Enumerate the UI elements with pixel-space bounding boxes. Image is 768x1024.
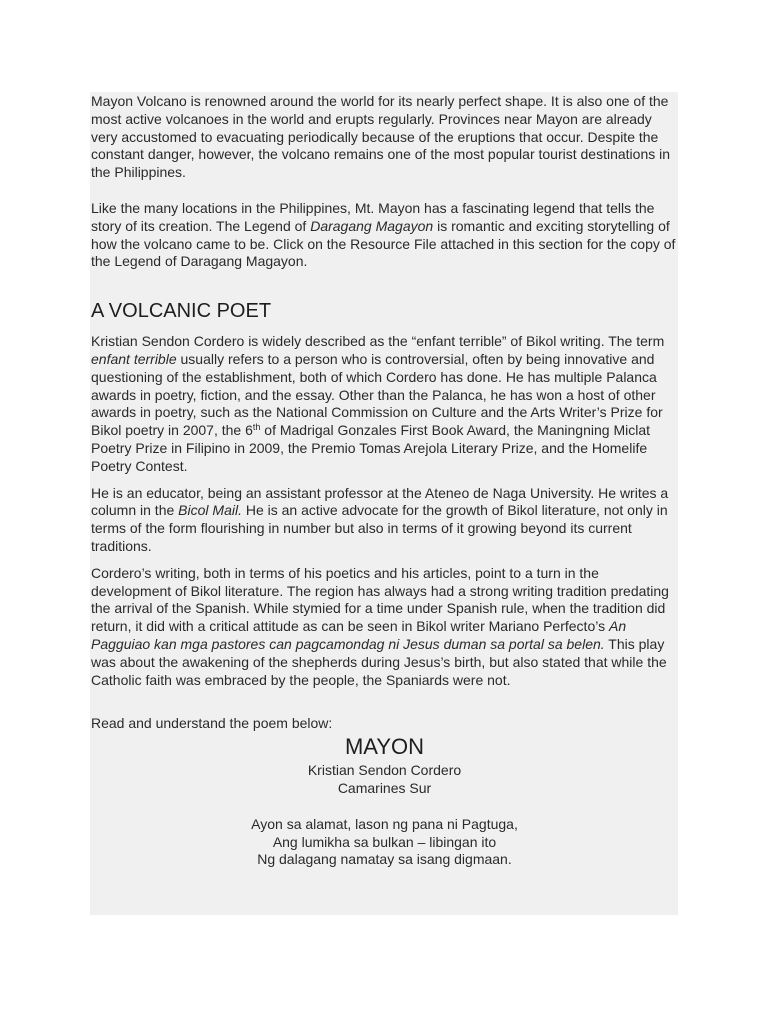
intro-p2-italic: Daragang Magayon xyxy=(310,217,434,234)
poet-p3-text-b: This play was about the awakening of the shepherds during Jesus’s birth, but also stated that while the Catholic faith was embraced by the people, the Spaniards were not. xyxy=(91,635,667,688)
intro-paragraph-1: Mayon Volcano is renowned around the world for its nearly perfect shape. It is also one of the most active volcanoes in the world and erupts regularly. Provinces near Mayon are already very accustomed to evacuating periodically because of the eruptions that occur. Despite the constant danger, however, the volcano remains one of the most popular tourist destinations in the Philippines. xyxy=(91,93,671,181)
poem-instruction: Read and understand the poem below: xyxy=(91,715,333,732)
poet-paragraph-2 xyxy=(91,485,678,556)
intro-paragraph-2 xyxy=(91,200,678,271)
poem-line: Ayon sa alamat, lason ng pana ni Pagtuga, xyxy=(251,815,518,832)
poet-p2-text-a: He is an educator, being an assistant professor at the Ateneo de Naga University. He writes a column in the xyxy=(91,484,669,519)
intro-p2-text-a: Like the many locations in the Philippines, Mt. Mayon has a fascinating legend that tells the story of its creation. The Legend of xyxy=(91,199,655,234)
poem-line: Ang lumikha sa bulkan – libingan ito xyxy=(272,833,497,850)
poet-p3-text-a: Cordero’s writing, both in terms of his poetics and his articles, point to a turn in the development of Bikol literature. The region has always had a strong writing tradition predating the arrival of the Spanish. While stymied for a time under Spanish rule, when the tradition did return, it did with a critical attitude as can be seen in Bikol writer Mariano Perfecto’s xyxy=(91,564,669,635)
ordinal-superscript: th xyxy=(252,422,261,433)
poet-p2-text-b: He is an active advocate for the growth of Bikol literature, not only in terms of the form flourishing in number but also in terms of it growing beyond its current traditions. xyxy=(91,502,668,554)
intro-p2-text-b: is romantic and exciting storytelling of how the volcano came to be. Click on the Resource File attached in this section for the copy of the Legend of Daragang Magayon. xyxy=(91,217,676,270)
poet-paragraph-1 xyxy=(91,333,678,475)
poet-p1-text-c: of Madrigal Gonzales First Book Award, the Maningning Miclat Poetry Prize in Filipino in 2009, the Premio Tomas Arejola Literary Prize, and the Homelife Poetry Contest. xyxy=(91,422,650,474)
poet-p2-italic: Bicol Mail. xyxy=(178,502,242,519)
poet-p1-italic: enfant terrible xyxy=(91,350,177,367)
section-heading: A VOLCANIC POET xyxy=(91,300,272,323)
poem-block xyxy=(91,733,678,869)
poem-line: Ng dalagang namatay sa isang digmaan. xyxy=(257,851,512,868)
poet-p3-italic: An Pagguiao kan mga pastores can pagcamondag ni Jesus duman sa portal sa belen. xyxy=(91,618,627,652)
document-content xyxy=(91,93,678,869)
poet-p1-text-a: Kristian Sendon Cordero is widely described as the “enfant terrible” of Bikol writing. The term xyxy=(91,333,665,350)
poet-paragraph-3 xyxy=(91,565,678,690)
poem-author: Kristian Sendon Cordero xyxy=(307,762,462,779)
poem-title: MAYON xyxy=(344,734,425,760)
poet-p1-text-b: usually refers to a person who is controversial, often by being innovative and questioning of the establishment, both of which Cordero has done. He has multiple Palanca awards in poetry, fiction, and the essay. Other than the Palanca, he has won a host of other awards in poetry, such as the National Commission on Culture and the Arts Writer’s Prize for Bikol poetry in 2007, the 6 xyxy=(91,350,663,439)
poem-place: Camarines Sur xyxy=(337,779,432,796)
